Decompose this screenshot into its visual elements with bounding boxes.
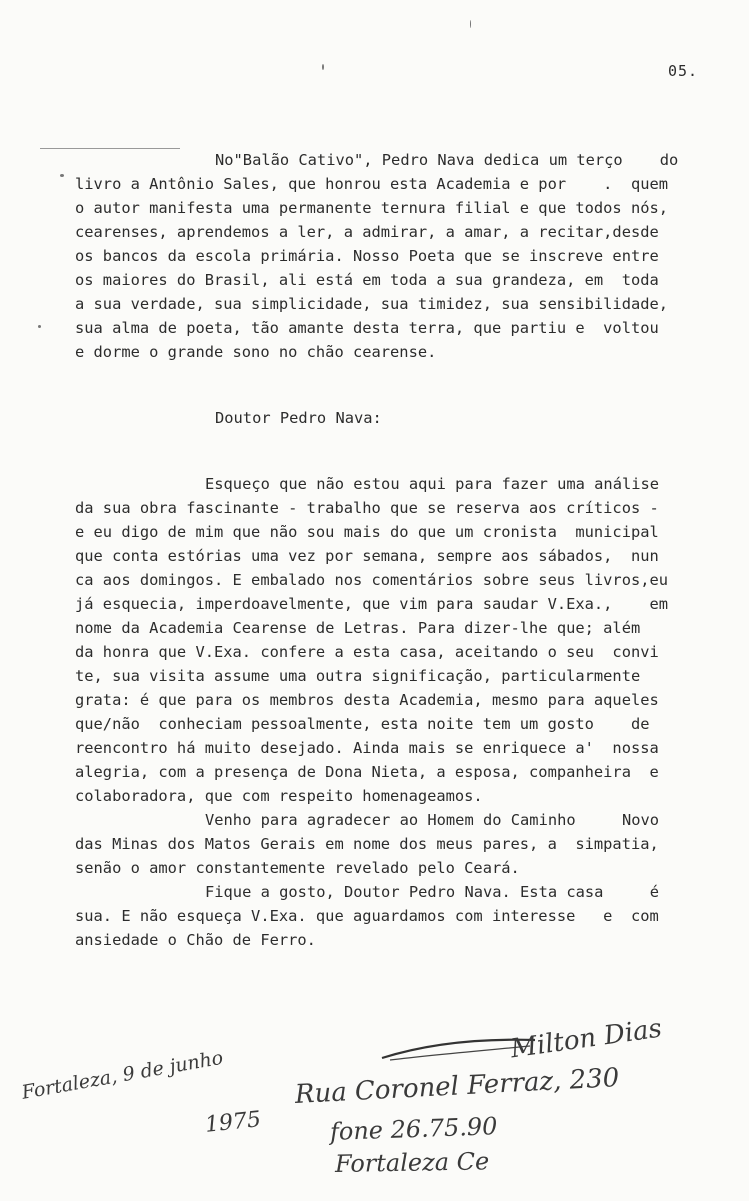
text-line: Venho para agradecer ao Homem do Caminho Novo bbox=[205, 811, 660, 829]
text-line: da sua obra fascinante - trabalho que se reserva aos críticos - bbox=[75, 499, 659, 517]
text-line: grata: é que para os membros desta Academia, mesmo para aqueles bbox=[75, 691, 659, 709]
text-line: No"Balão Cativo", Pedro Nava dedica um terço do bbox=[215, 151, 679, 169]
text-line: alegria, com a presença de Dona Nieta, a esposa, companheira e bbox=[75, 763, 659, 781]
text-line: ansiedade o Chão de Ferro. bbox=[75, 931, 316, 949]
text-line: e eu digo de mim que não sou mais do que um cronista municipal bbox=[75, 523, 659, 541]
text-line: senão o amor constantemente revelado pelo Ceará. bbox=[75, 859, 520, 877]
signature-text: Milton Dias bbox=[508, 1013, 664, 1065]
address-line: Rua Coronel Ferraz, 230 bbox=[294, 1063, 620, 1110]
text-line: a sua verdade, sua simplicidade, sua timidez, sua sensibilidade, bbox=[75, 295, 669, 313]
text-line: livro a Antônio Sales, que honrou esta Academia e por . quem bbox=[75, 175, 669, 193]
text-line: da honra que V.Exa. confere a esta casa, aceitando o seu convi bbox=[75, 643, 659, 661]
scan-speck bbox=[470, 20, 471, 28]
text-line: os bancos da escola primária. Nosso Poeta que se inscreve entre bbox=[75, 247, 659, 265]
text-line: Fique a gosto, Doutor Pedro Nava. Esta casa é bbox=[205, 883, 660, 901]
scan-speck bbox=[60, 174, 64, 177]
text-line: os maiores do Brasil, ali está em toda a sua grandeza, em toda bbox=[75, 271, 659, 289]
text-line: reencontro há muito desejado. Ainda mais se enriquece a' nossa bbox=[75, 739, 659, 757]
text-line: cearenses, aprendemos a ler, a admirar, a amar, a recitar,desde bbox=[75, 223, 659, 241]
salutation: Doutor Pedro Nava: bbox=[215, 409, 382, 427]
text-line: ca aos domingos. E embalado nos comentários sobre seus livros,eu bbox=[75, 571, 669, 589]
text-line: Esqueço que não estou aqui para fazer uma análise bbox=[205, 475, 660, 493]
text-line: das Minas dos Matos Gerais em nome dos meus pares, a simpatia, bbox=[75, 835, 659, 853]
scan-speck bbox=[322, 64, 324, 70]
text-line: o autor manifesta uma permanente ternura filial e que todos nós, bbox=[75, 199, 669, 217]
text-line: que/não conheciam pessoalmente, esta noite tem um gosto de bbox=[75, 715, 650, 733]
text-line: colaboradora, que com respeito homenageamos. bbox=[75, 787, 483, 805]
text-line: já esquecia, imperdoavelmente, que vim para saudar V.Exa., em bbox=[75, 595, 669, 613]
address-line: Fortaleza Ce bbox=[334, 1147, 490, 1178]
text-line: te, sua visita assume uma outra significação, particularmente bbox=[75, 667, 641, 685]
place-date: Fortaleza, 9 de junho bbox=[20, 1046, 225, 1104]
text-line: sua alma de poeta, tão amante desta terra, que partiu e voltou bbox=[75, 319, 659, 337]
text-line: sua. E não esqueça V.Exa. que aguardamos com interesse e com bbox=[75, 907, 659, 925]
scan-speck bbox=[38, 325, 41, 328]
address-line: fone 26.75.90 bbox=[329, 1112, 498, 1146]
text-line: que conta estórias uma vez por semana, sempre aos sábados, nun bbox=[75, 547, 659, 565]
text-line: e dorme o grande sono no chão cearense. bbox=[75, 343, 437, 361]
text-line: nome da Academia Cearense de Letras. Para dizer-lhe que; além bbox=[75, 619, 641, 637]
page-number: 05. bbox=[668, 62, 699, 80]
scan-mark bbox=[40, 148, 180, 149]
place-date-year: 1975 bbox=[203, 1107, 263, 1138]
